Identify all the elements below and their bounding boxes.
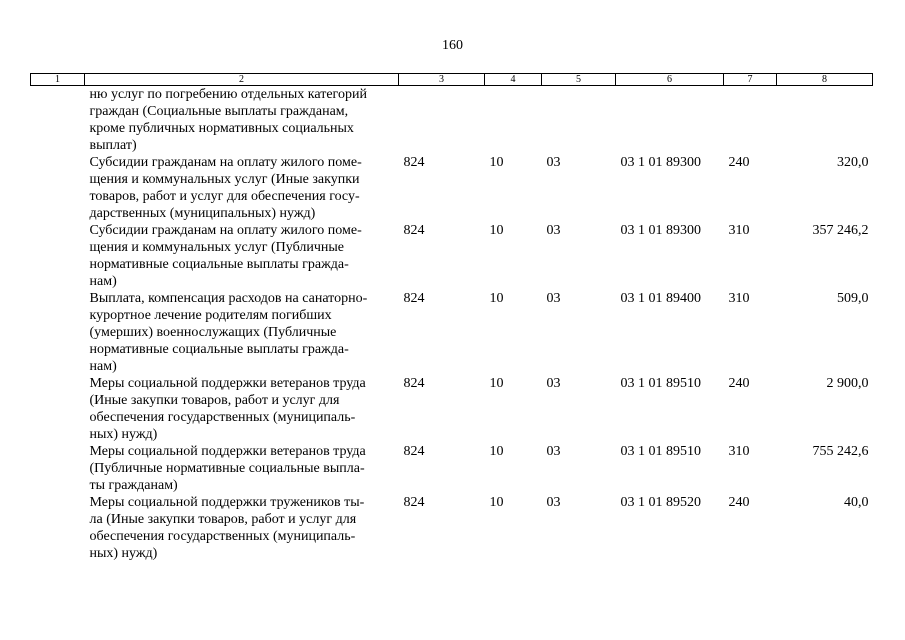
cell-subsection: 03 [546,223,561,238]
cell-expense-type: 310 [728,444,750,459]
name-line: Меры социальной поддержки ветеранов труда [89,444,366,459]
cell-amount: 357 246,2 [812,223,869,238]
cell-grbs: 824 [403,444,425,459]
cell-grbs: 824 [403,223,425,238]
cell-expense-type: 240 [728,376,750,391]
cell-expense-type: 240 [728,155,750,170]
cell-name [85,154,399,222]
cell-empty [31,86,85,155]
table-row [31,494,873,562]
cell-subsection: 03 [546,376,561,391]
name-line: (умерших) военнослужащих (Публичные [89,325,337,340]
cell-amount: 509,0 [837,291,869,306]
header-col-6: 6 [616,74,724,86]
name-line: (Публичные нормативные социальные выпла- [89,461,365,476]
name-line: Субсидии гражданам на оплату жилого поме- [89,155,362,170]
name-line: нам) [89,359,117,374]
cell-empty [31,443,85,494]
cell-amount: 320,0 [837,155,869,170]
header-col-8: 8 [777,74,873,86]
cell-empty [31,290,85,375]
header-col-4: 4 [485,74,542,86]
table-body [31,86,873,563]
header-col-7: 7 [724,74,777,86]
header-col-3: 3 [399,74,485,86]
name-line: обеспечения государственных (муниципаль- [89,529,356,544]
name-line: товаров, работ и услуг для обеспечения госу- [89,189,360,204]
cell-section: 10 [489,376,504,391]
budget-table [30,73,873,562]
name-line: ты гражданам) [89,478,178,493]
cell-name [85,290,399,375]
name-line: Меры социальной поддержки ветеранов труда [89,376,366,391]
table-row [31,375,873,443]
cell-expense-type: 310 [728,223,750,238]
name-line: (Иные закупки товаров, работ и услуг для [89,393,340,408]
name-line: Субсидии гражданам на оплату жилого поме- [89,223,362,238]
cell-target-article: 03 1 01 89520 [620,495,701,510]
header-col-2: 2 [85,74,399,86]
cell-expense-type: 310 [728,291,750,306]
table-row [31,290,873,375]
table-row [31,154,873,222]
cell-section: 10 [489,291,504,306]
name-line: ла (Иные закупки товаров, работ и услуг для [89,512,357,527]
cell-expense-type: 240 [728,495,750,510]
cell-section: 10 [489,495,504,510]
cell-section: 10 [489,155,504,170]
table-row [31,222,873,290]
name-line: щения и коммунальных услуг (Публичные [89,240,344,255]
name-line: ных) нужд) [89,427,158,442]
name-line: обеспечения государственных (муниципаль- [89,410,356,425]
cell-grbs: 824 [403,155,425,170]
name-line: дарственных (муниципальных) нужд) [89,206,316,221]
table-row [31,443,873,494]
cell-section: 10 [489,444,504,459]
cell-subsection: 03 [546,495,561,510]
cell-subsection: 03 [546,291,561,306]
name-line: ных) нужд) [89,546,158,561]
header-col-5: 5 [542,74,616,86]
cell-subsection: 03 [546,155,561,170]
cell-name [85,443,399,494]
name-line: нам) [89,274,117,289]
cell-grbs: 824 [403,291,425,306]
cell-amount: 755 242,6 [812,444,869,459]
name-line: нормативные социальные выплаты гражда- [89,342,349,357]
name-line: Выплата, компенсация расходов на санаторно- [89,291,368,306]
name-line: Меры социальной поддержки тружеников ты- [89,495,365,510]
cell-grbs: 824 [403,495,425,510]
name-line: кроме публичных нормативных социальных [89,121,354,136]
cell-empty [31,222,85,290]
cell-target-article: 03 1 01 89510 [620,376,701,391]
cell-empty [31,375,85,443]
cell-name [85,375,399,443]
page-number: 160 [442,38,463,53]
cell-subsection: 03 [546,444,561,459]
cell-empty [31,154,85,222]
header-col-1: 1 [31,74,85,86]
table-header [31,74,873,86]
name-line: ню услуг по погребению отдельных категорий [89,87,367,102]
cell-name [85,222,399,290]
cell-target-article: 03 1 01 89300 [620,155,701,170]
cell-amount: 2 900,0 [826,376,869,391]
name-line: выплат) [89,138,137,153]
cell-name [85,494,399,562]
cell-section: 10 [489,223,504,238]
cell-target-article: 03 1 01 89510 [620,444,701,459]
cell-grbs: 824 [403,376,425,391]
name-line: щения и коммунальных услуг (Иные закупки [89,172,360,187]
name-line: нормативные социальные выплаты гражда- [89,257,349,272]
continuation-row [31,86,873,155]
cell-amount: 40,0 [844,495,869,510]
cell-empty [31,494,85,562]
cell-target-article: 03 1 01 89400 [620,291,701,306]
cell-target-article: 03 1 01 89300 [620,223,701,238]
name-line: граждан (Социальные выплаты гражданам, [89,104,349,119]
name-line: курортное лечение родителям погибших [89,308,332,323]
continuation-name [85,86,399,155]
